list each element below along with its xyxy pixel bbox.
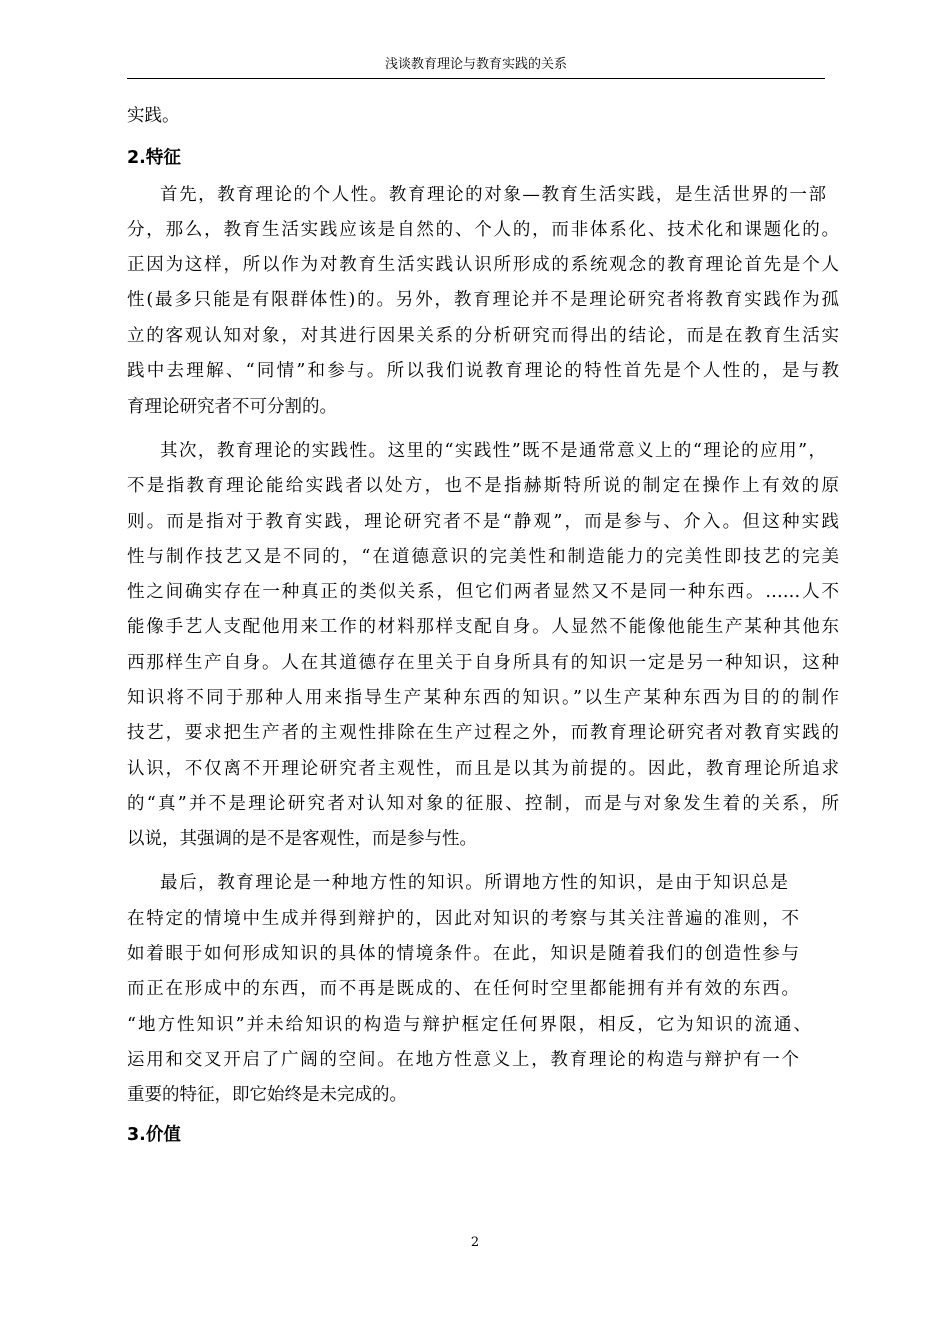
paragraph-line: 育理论研究者不可分割的。 <box>127 397 337 417</box>
paragraph-line: 其次，教育理论的实践性。这里的“实践性”既不是通常意义上的“理论的应用”， <box>160 441 826 461</box>
paragraph-line: 重要的特征，即它始终是未完成的。 <box>127 1085 407 1105</box>
paragraph-line: 首先，教育理论的个人性。教育理论的对象—教育生活实践，是生活世界的一部 <box>160 185 826 205</box>
paragraph-line: 则。而是指对于教育实践，理论研究者不是“静观”，而是参与、介入。但这种实践 <box>127 512 839 532</box>
paragraph-line: 在特定的情境中生成并得到辩护的，因此对知识的考察与其关注普遍的准则，不 <box>127 909 799 929</box>
paragraph-line: 运用和交叉开启了广阔的空间。在地方性意义上，教育理论的构造与辩护有一个 <box>127 1050 799 1070</box>
paragraph-line: 性之间确实存在一种真正的类似关系，但它们两者显然又不是同一种东西。……人不 <box>127 582 839 602</box>
section-heading: 3.价值 <box>127 1125 181 1145</box>
paragraph-line: 立的客观认知对象，对其进行因果关系的分析研究而得出的结论，而是在教育生活实 <box>127 326 839 346</box>
section-heading: 2.特征 <box>127 148 181 168</box>
page-number: 2 <box>470 1235 480 1250</box>
paragraph-line: 如着眼于如何形成知识的具体的情境条件。在此，知识是随着我们的创造性参与 <box>127 944 799 964</box>
paragraph-line: 技艺，要求把生产者的主观性排除在生产过程之外，而教育理论研究者对教育实践的 <box>127 723 839 743</box>
paragraph-line: 最后，教育理论是一种地方性的知识。所谓地方性的知识，是由于知识总是 <box>160 873 788 893</box>
paragraph-line: 分，那么，教育生活实践应该是自然的、个人的，而非体系化、技术化和课题化的。 <box>127 220 839 240</box>
paragraph-line: 践中去理解、“同情”和参与。所以我们说教育理论的特性首先是个人性的，是与教 <box>127 361 839 381</box>
paragraph-line: “地方性知识”并未给知识的构造与辩护框定任何界限，相反，它为知识的流通、 <box>127 1015 811 1035</box>
paragraph-line: 能像手艺人支配他用来工作的材料那样支配自身。人显然不能像他能生产某种其他东 <box>127 617 839 637</box>
paragraph-line: 西那样生产自身。人在其道德存在里关于自身所具有的知识一定是另一种知识，这种 <box>127 653 839 673</box>
paragraph-line: 正因为这样，所以作为对教育生活实践认识所形成的系统观念的教育理论首先是个人 <box>127 255 839 275</box>
paragraph-line: 性(最多只能是有限群体性)的。另外，教育理论并不是理论研究者将教育实践作为孤 <box>127 290 839 310</box>
paragraph-line: 以说，其强调的是不是客观性，而是参与性。 <box>127 829 477 849</box>
paragraph-line: 认识，不仅离不开理论研究者主观性，而且是以其为前提的。因此，教育理论所追求 <box>127 759 839 779</box>
paragraph-line: 而正在形成中的东西，而不再是既成的、在任何时空里都能拥有并有效的东西。 <box>127 979 799 999</box>
paragraph-line: 性与制作技艺又是不同的，“在道德意识的完美性和制造能力的完美性即技艺的完美 <box>127 547 839 567</box>
paragraph-line: 不是指教育理论能给实践者以处方，也不是指赫斯特所说的制定在操作上有效的原 <box>127 476 839 496</box>
paragraph-line: 知识将不同于那种人用来指导生产某种东西的知识。”以生产某种东西为目的的制作 <box>127 688 839 708</box>
paragraph-line: 的“真”并不是理论研究者对认知对象的征服、控制，而是与对象发生着的关系，所 <box>127 794 839 814</box>
running-header: 浅谈教育理论与教育实践的关系 <box>127 56 825 79</box>
paragraph-line: 实践。 <box>127 106 180 126</box>
